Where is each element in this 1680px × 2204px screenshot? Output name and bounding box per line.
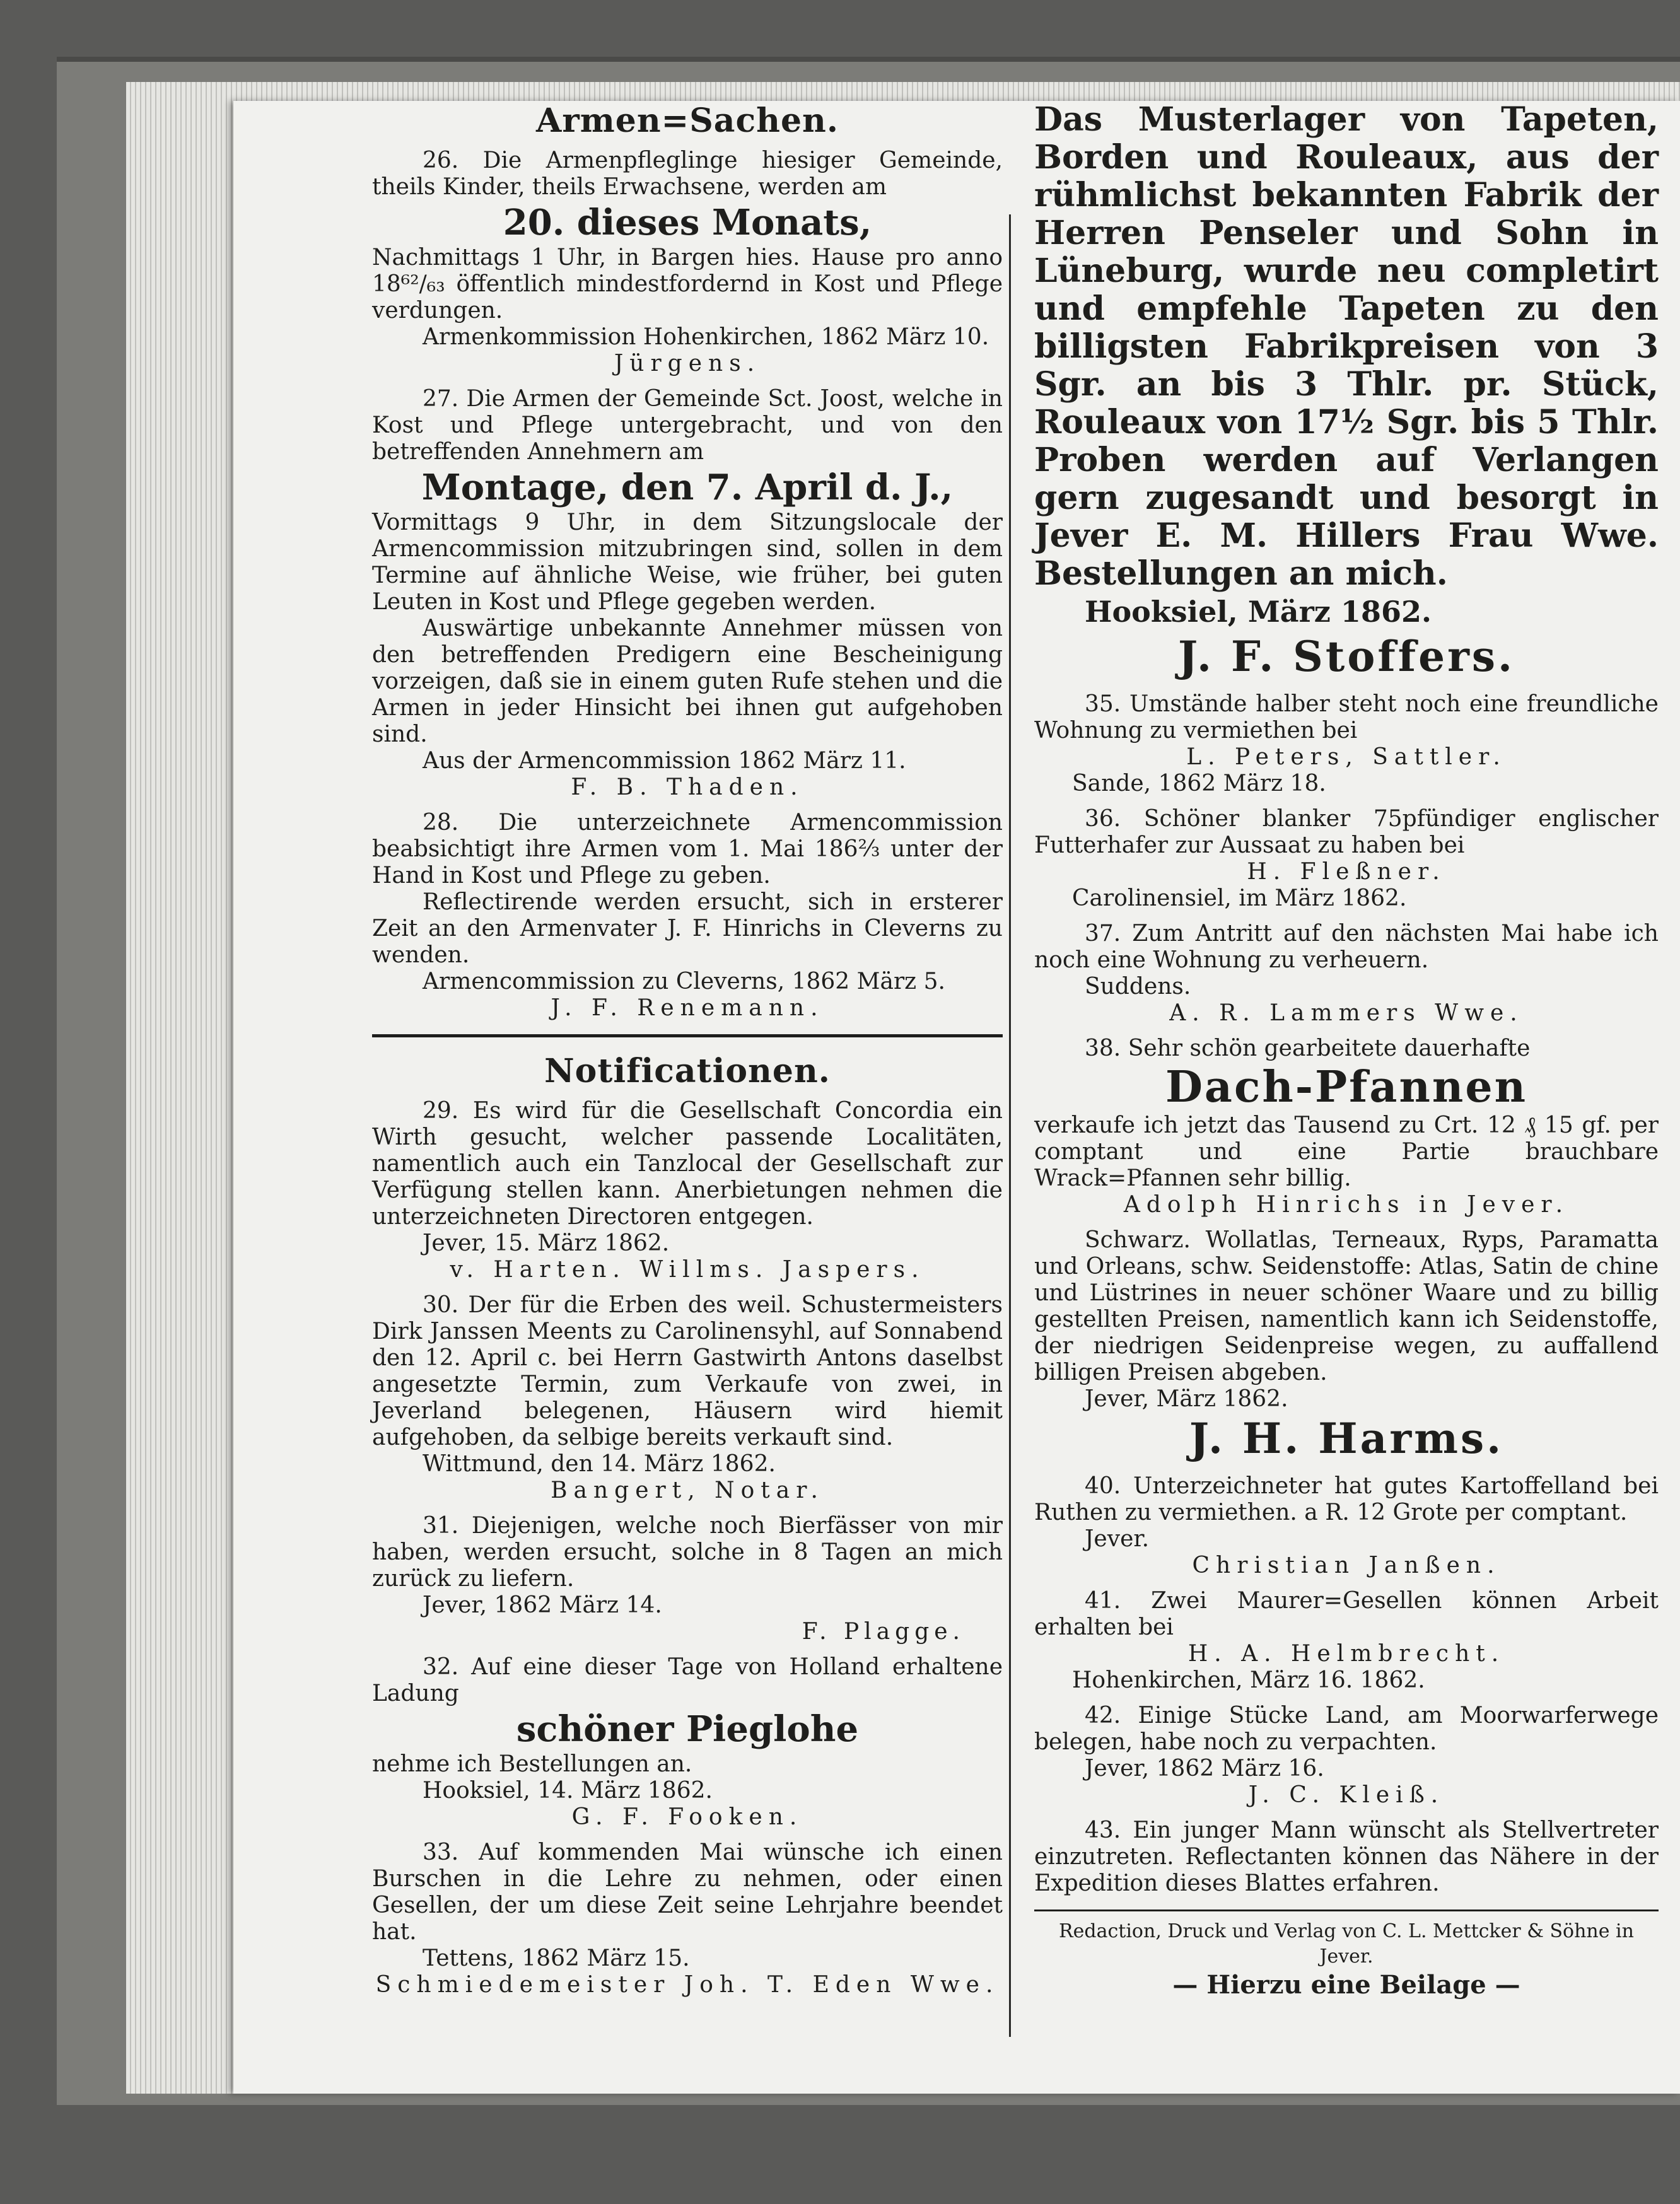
notice-43 — [1034, 1817, 1659, 1897]
notice-place: Jever, März 1862. — [1085, 1386, 1288, 1412]
notice-text: 38. Sehr schön gearbeitete dauerhafte — [1085, 1035, 1531, 1061]
notice-signature: J. C. Kleiß. — [1248, 1782, 1445, 1808]
notice-place: Jever, 1862 März 16. — [1085, 1756, 1324, 1781]
notice-text: 31. Diejenigen, welche noch Bierfässer von mir haben, werden ersucht, solche in 8 Tagen an mich zurück zu liefern. — [372, 1513, 1003, 1592]
notice-text: verkaufe ich jetzt das Tausend zu Crt. 12 ₰ 15 gf. per comptant und eine Partie brauchbare Wrack=Pfannen sehr billig. — [1034, 1112, 1659, 1191]
notice-signature: F. B. Thaden. — [571, 774, 804, 800]
notice-text: Auswärtige unbekannte Annehmer müssen von den betreffenden Predigern eine Bescheinigung vorzeigen, daß sie in einem guten Rufe stehen und die Armen in jeder Hinsicht bei ihnen gut aufgehoben sind. — [372, 615, 1003, 747]
notice-place: Carolinensiel, im März 1862. — [1072, 885, 1407, 911]
notice-place: Tettens, 1862 März 15. — [423, 1945, 690, 1971]
advert-text: Schwarz. Wollatlas, Terneaux, Ryps, Paramatta und Orleans, schw. Seidenstoffe: Atlas, Satin de chine und Lüstrines in neuer schöner Waare und zu billig gestellten Preisen, namentlich kann ich Seidenstoffe, der niedrigen Seidenpreise wegen, zu auffallend billigen Preisen abgeben. — [1034, 1227, 1659, 1385]
notice-text: 43. Ein junger Mann wünscht als Stellvertreter einzutreten. Reflectanten können das Nähere in der Expedition dieses Blattes erfahren. — [1034, 1817, 1659, 1896]
notice-signature: G. F. Fooken. — [571, 1804, 803, 1830]
notice-text: 29. Es wird für die Gesellschaft Concordia ein Wirth gesucht, welcher passende Localitäten, namentlich auch ein Tanzlocal der Gesellschaft zur Verfügung stellen kann. Anerbietungen nehmen die unterzeichneten Directoren entgegen. — [372, 1098, 1003, 1230]
notice-29 — [372, 1098, 1003, 1283]
notice-38 — [1034, 1035, 1659, 1218]
notice-text: 33. Auf kommenden Mai wünsche ich einen Burschen in die Lehre zu nehmen, oder einen Gesellen, der um diese Zeit seine Lehrjahre beendet hat. — [372, 1840, 1003, 1945]
notice-text: 37. Zum Antritt auf den nächsten Mai habe ich noch eine Wohnung zu verheuern. — [1034, 921, 1659, 973]
section-heading-notificationen: Notificationen. — [544, 1052, 831, 1090]
notice-text: Vormittags 9 Uhr, in dem Sitzungslocale der Armencommission mitzubringen sind, sollen in dem Termine auf ähnliche Weise, wie früher, bei guten Leuten in Kost und Pflege gegeben werden. — [372, 510, 1003, 615]
advertiser-name: J. F. Stoffers. — [1177, 632, 1515, 681]
notice-signature: Jürgens. — [614, 351, 761, 376]
notice-signature: H. Fleßner. — [1247, 859, 1446, 885]
notice-40 — [1034, 1473, 1659, 1579]
left-column — [372, 101, 1003, 2007]
notice-text: nehme ich Bestellungen an. — [372, 1751, 692, 1777]
notice-text: Reflectirende werden ersucht, sich in ersterer Zeit an den Armenvater J. F. Hinrichs in Cleverns zu wenden. — [372, 889, 1003, 968]
notice-place: Jever, 1862 März 14. — [423, 1592, 662, 1618]
notice-text: 27. Die Armen der Gemeinde Sct. Joost, welche in Kost und Pflege untergebracht, und von den betreffenden Annehmern am — [372, 386, 1003, 465]
notice-28 — [372, 810, 1003, 1022]
notice-place: Hooksiel, März 1862. — [1085, 595, 1432, 629]
notice-text: 32. Auf eine dieser Tage von Holland erhaltene Ladung — [372, 1654, 1003, 1706]
notice-product: Dach-Pfannen — [1165, 1062, 1528, 1112]
notice-33 — [372, 1840, 1003, 1998]
notice-place: Suddens. — [1085, 974, 1191, 1000]
notice-signature: H. A. Helmbrecht. — [1187, 1641, 1505, 1667]
notice-date: Montage, den 7. April d. J., — [421, 467, 954, 508]
notice-product: schöner Pieglohe — [516, 1708, 859, 1750]
notice-text: 26. Die Armenpfleglinge hiesiger Gemeinde, theils Kinder, theils Erwachsene, werden am — [372, 148, 1003, 200]
notice-signature: Christian Janßen. — [1192, 1553, 1501, 1578]
notice-date: 20. dieses Monats, — [503, 202, 872, 243]
notice-text: 30. Der für die Erben des weil. Schustermeisters Dirk Janssen Meents zu Carolinensyhl, auf Sonnabend den 12. April c. bei Herrn Gastwirth Antons daselbst angesetzte Termin, zum Verkaufe von zwei, in Jeverland belegenen, Häusern wird hiemit aufgehoben, da selbige bereits verkauft sind. — [372, 1292, 1003, 1450]
right-column — [1034, 101, 1659, 2001]
notice-37 — [1034, 921, 1659, 1027]
notice-text: 42. Einige Stücke Land, am Moorwarferwege belegen, habe noch zu verpachten. — [1034, 1703, 1659, 1755]
notice-signature: A. R. Lammers Wwe. — [1169, 1000, 1524, 1026]
notice-signature: Bangert, Notar. — [551, 1478, 824, 1503]
notice-place: Hooksiel, 14. März 1862. — [423, 1778, 713, 1804]
notice-26 — [372, 148, 1003, 377]
notice-41 — [1034, 1588, 1659, 1694]
notice-place: Hohenkirchen, März 16. 1862. — [1072, 1667, 1425, 1693]
notice-36 — [1034, 806, 1659, 912]
notice-place: Armenkommission Hohenkirchen, 1862 März 10. — [423, 324, 989, 350]
column-divider — [1009, 214, 1011, 2037]
notice-39-harms — [1034, 1227, 1659, 1464]
footer-rule — [1034, 1910, 1659, 1911]
notice-place: Armencommission zu Cleverns, 1862 März 5. — [423, 969, 945, 994]
advertiser-name: J. H. Harms. — [1189, 1414, 1504, 1463]
notice-30 — [372, 1292, 1003, 1504]
advert-text: Das Musterlager von Tapeten, Borden und Rouleaux, aus der rühmlichst bekannten Fabrik der Herren Penseler und Sohn in Lüneburg, wurde neu completirt und empfehle Tapeten zu den billigsten Fabrikpreisen von 3 Sgr. an bis 3 Thlr. pr. Stück, Rouleaux von 17½ Sgr. bis 5 Thlr. Proben werden auf Verlangen gern zugesandt und besorgt in Jever E. M. Hillers Frau Wwe. Bestellungen an mich. — [1034, 100, 1659, 593]
notice-signature: J. F. Renemann. — [551, 995, 824, 1021]
imprint: Redaction, Druck und Verlag von C. L. Mettcker & Söhne in Jever. — [1059, 1920, 1634, 1968]
notice-27 — [372, 386, 1003, 801]
notice-place: Wittmund, den 14. März 1862. — [423, 1451, 776, 1477]
notice-signature: L. Peters, Sattler. — [1186, 744, 1507, 770]
notice-text: 41. Zwei Maurer=Gesellen können Arbeit erhalten bei — [1034, 1588, 1659, 1640]
section-rule — [372, 1034, 1003, 1037]
notice-signature: Adolph Hinrichs in Jever. — [1123, 1192, 1570, 1218]
notice-signature: Schmiedemeister Joh. T. Eden Wwe. — [375, 1972, 1000, 1998]
notice-signature: F. Plagge. — [802, 1619, 965, 1645]
supplement-note: — Hierzu eine Beilage — — [1172, 1970, 1520, 2000]
notice-signature: v. Harten. Willms. Jaspers. — [450, 1257, 925, 1283]
notice-35 — [1034, 691, 1659, 797]
notice-place: Jever. — [1085, 1526, 1150, 1552]
notice-42 — [1034, 1703, 1659, 1809]
notice-place: Aus der Armencommission 1862 März 11. — [423, 748, 906, 774]
notice-place: Sande, 1862 März 18. — [1072, 771, 1326, 796]
notice-text: 28. Die unterzeichnete Armencommission beabsichtigt ihre Armen vom 1. Mai 186⅔ unter der Hand in Kost und Pflege zu geben. — [372, 810, 1003, 889]
section-heading-armen-sachen: Armen=Sachen. — [536, 102, 839, 140]
notice-text: 35. Umstände halber steht noch eine freundliche Wohnung zu vermiethen bei — [1034, 691, 1659, 743]
notice-34-tapeten — [1034, 101, 1659, 682]
notice-text: Nachmittags 1 Uhr, in Bargen hies. Hause pro anno 18⁶²/₆₃ öffentlich mindestfordernd in Kost und Pflege verdungen. — [372, 245, 1003, 324]
notice-32 — [372, 1654, 1003, 1831]
notice-text: 40. Unterzeichneter hat gutes Kartoffelland bei Ruthen zu vermiethen. a R. 12 Grote per comptant. — [1034, 1473, 1659, 1525]
notice-31 — [372, 1513, 1003, 1645]
notice-text: 36. Schöner blanker 75pfündiger englischer Futterhafer zur Aussaat zu haben bei — [1034, 806, 1659, 858]
notice-place: Jever, 15. März 1862. — [423, 1230, 670, 1256]
